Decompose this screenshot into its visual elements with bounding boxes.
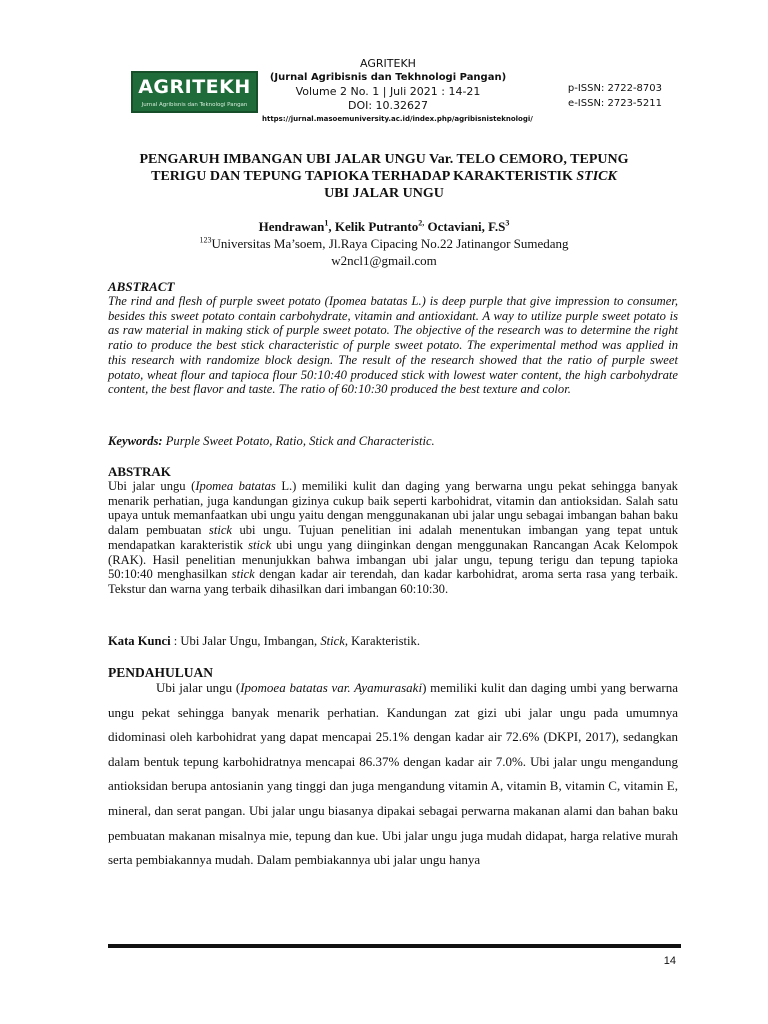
- abstract-section: [108, 279, 678, 397]
- author-2-sup: 2,: [418, 218, 425, 228]
- author-3-sup: 3: [505, 218, 510, 228]
- footer-rule: [108, 944, 681, 948]
- e-issn: e-ISSN: 2723-5211: [568, 98, 662, 109]
- title-line-2: [108, 168, 660, 185]
- author-block: [108, 218, 660, 269]
- author-2: , Kelik Putranto: [328, 219, 419, 234]
- abstrak-section: [108, 464, 678, 597]
- journal-doi: DOI: 10.32627: [347, 99, 429, 112]
- journal-full-name: (Jurnal Agribisnis dan Tekhnologi Pangan): [269, 72, 507, 83]
- author-names: [108, 218, 660, 235]
- pendahuluan-t2: ) memiliki kulit dan daging umbi yang berwarna ungu pekat sehingga banyak menarik perhatian. Kandungan zat gizi ubi jalar ungu pada umumnya didominasi oleh karbohidrat yang dapat mencapai 25.1% dengan kadar air 72.6% (DKPI, 2017), sedangkan dalam bentuk tepung karbohidratnya mencapai 86.37% dengan kadar air 7.0%. Ubi jalar ungu mengandung antioksidan berupa antosianin yang tinggi dan juga mengandung vitamin A, vitamin B, vitamin C, vitamin E, mineral, dan serat pangan. Ubi jalar ungu biasanya dipakai sebagai perwarna makanan alami dan bahan baku pembuatan makanan misalnya mie, tepung dan kue. Ubi jalar ungu juga mudah didapat, harga relative murah serta pembiakannya mudah. Dalam pembiakannya ubi jalar ungu hanya: [108, 680, 679, 868]
- pendahuluan-t1: Ubi jalar ungu (: [156, 680, 241, 695]
- paper-title: [108, 151, 660, 202]
- abstrak-t2: L.) memiliki kulit dan daging yang berwarna ungu pekat sehingga banyak menarik perhatian, juga kandungan gizinya cukup baik seperti karbohidrat, vitamin dan antioksidan. Salah satu upaya untuk memanfaatkan ubi ungu yaitu dengan menggunakanan ubi jalar ungu sebagai imbangan bahan baku dalam pembuatan: [108, 479, 678, 538]
- abstrak-t3: ubi ungu. Tujuan penelitian ini adalah menentukan imbangan yang tepat untuk mendapatkan karakteristik: [108, 523, 678, 552]
- abstrak-t1: Ubi jalar ungu (: [108, 479, 196, 493]
- pendahuluan-italic: Ipomoea batatas var. Ayamurasaki: [240, 680, 423, 695]
- abstrak-t2-italic: stick: [208, 523, 233, 538]
- abstract-heading: ABSTRACT: [108, 279, 175, 294]
- affiliation-sup: 123: [199, 235, 212, 245]
- abstrak-t1-italic: Ipomea batatas: [195, 479, 276, 493]
- kata-kunci-italic: Stick: [320, 634, 345, 648]
- journal-logo: [131, 71, 258, 113]
- abstrak-t5: dengan kadar air terendah, dan kadar karbohidrat, aroma serta rasa yang terbaik. Tekstur dan warna yang terbaik dihasilkan dari imbangan 60:10:30.: [108, 567, 678, 596]
- author-email[interactable]: w2ncl1@gmail.com: [331, 253, 437, 268]
- abstrak-text: [108, 479, 678, 597]
- title-line-3: UBI JALAR UNGU: [324, 186, 444, 201]
- logo-name: AGRITEKH: [138, 76, 251, 98]
- title-line-2-text: TERIGU DAN TEPUNG TAPIOKA TERHADAP KARAKTERISTIK: [151, 169, 577, 184]
- page-number: 14: [663, 955, 676, 967]
- logo-subtitle: Jurnal Agribisnis dan Teknologi Pangan: [141, 102, 248, 108]
- title-line-1: PENGARUH IMBANGAN UBI JALAR UNGU Var. TELO CEMORO, TEPUNG: [139, 152, 629, 167]
- journal-volume: Volume 2 No. 1 | Juli 2021 : 14-21: [295, 85, 481, 98]
- pendahuluan-section: [108, 665, 678, 873]
- journal-name: AGRITEKH: [360, 57, 416, 70]
- kata-kunci-label: Kata Kunci: [108, 634, 171, 648]
- journal-header: [0, 0, 768, 130]
- abstrak-t4: ubi ungu yang diinginkan dengan menggunakan Rancangan Acak Kelompok (RAK). Hasil penelitian menunjukkan bahwa imbangan ubi jalar ungu, tepung terigu dan tepung tapioka 50:10:40 menghasilkan: [108, 537, 678, 582]
- journal-url[interactable]: https://jurnal.masoemuniversity.ac.id/index.php/agribisnisteknologi/: [262, 115, 533, 123]
- pendahuluan-text: [108, 676, 678, 873]
- kata-kunci-t1: : Ubi Jalar Ungu, Imbangan,: [170, 634, 321, 648]
- keywords: [108, 434, 678, 449]
- abstrak-heading: ABSTRAK: [108, 464, 171, 479]
- affiliation-text: Universitas Ma’soem, Jl.Raya Cipacing No.22 Jatinangor Sumedang: [211, 236, 569, 251]
- abstrak-t3-italic: stick: [248, 537, 272, 552]
- kata-kunci-t2: , Karakteristik.: [344, 634, 420, 648]
- author-affiliation: [108, 235, 660, 252]
- keywords-label: Keywords:: [108, 434, 163, 448]
- title-line-2-italic: STICK: [576, 169, 617, 184]
- abstrak-t4-italic: stick: [231, 567, 255, 582]
- author-1: Hendrawan: [258, 219, 325, 234]
- kata-kunci: [108, 634, 678, 649]
- abstract-text: The rind and flesh of purple sweet potato (Ipomea batatas L.) is deep purple that give impression to consumer, besides this sweet potato contain carbohydrate, vitamin and antioxidant. A way to utilize purple sweet potato is as raw material in making stick of purple sweet potato. The objective of the research was to determine the right ratio to produce the best stick characteristic of purple sweet potato. The experimental method was applied in this research with randomize block design. The result of the research showed that the ratio of purple sweet potato, wheat flour and tapioca flour 50:10:40 produced stick with lowest water content, the high carbohydrate content, the best flavor and taste. The ratio of 60:10:30 produced the best texture and color.: [108, 294, 678, 397]
- author-1-sup: 1: [324, 218, 329, 228]
- keywords-text: Purple Sweet Potato, Ratio, Stick and Characteristic.: [162, 434, 435, 448]
- journal-info: [262, 57, 533, 124]
- author-3: Octaviani, F.S: [424, 219, 506, 234]
- issn-block: [536, 81, 662, 111]
- p-issn: p-ISSN: 2722-8703: [567, 83, 662, 94]
- pendahuluan-heading: PENDAHULUAN: [108, 665, 214, 680]
